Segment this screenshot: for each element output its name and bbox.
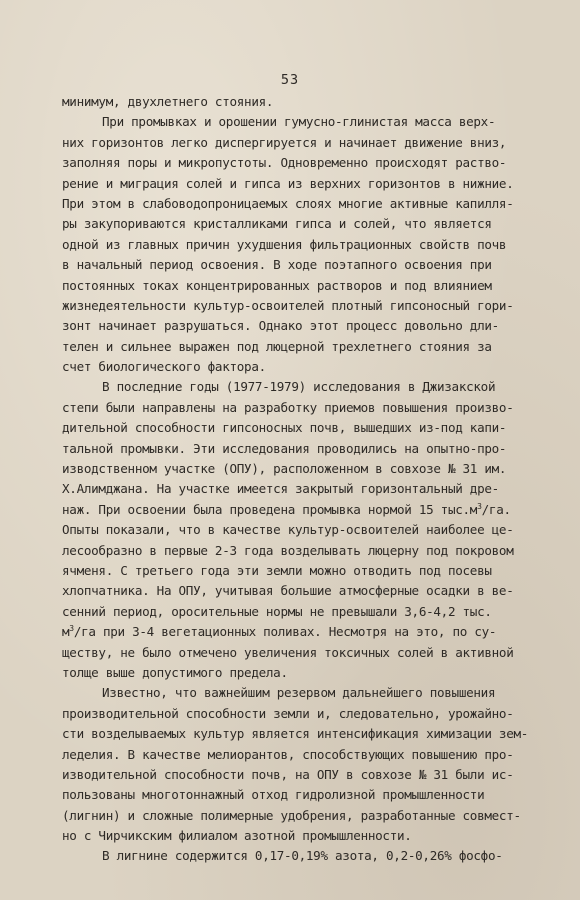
text-line [62,724,532,744]
text-line [62,112,532,132]
text-line-content: Х.Алимджана. На участке имеется закрытый горизонтальный дре- [62,481,499,497]
text-line-content: производительной способности земли и, следовательно, урожайно- [62,705,514,721]
text-line [62,683,532,703]
text-line-content: наж. При освоении была проведена промывка нормой 15 тыс.м [62,501,478,517]
text-line-content: ры закупориваются кристалликами гипса и солей, что является [62,216,492,232]
text-line [62,602,532,622]
superscript: 3 [69,624,74,634]
text-line-content: жизнедеятельности культур-освоителей плотный гипсоносный гори- [62,297,514,313]
text-line-content: постоянных токах концентрированных растворов и под влиянием [62,277,492,293]
text-line-content: При этом в слабоводопроницаемых слоях многие активные капилля- [62,195,514,211]
text-line-content: лесообразно в первые 2-3 года возделывать люцерну под покровом [62,542,514,558]
text-line-content: одной из главных причин ухудшения фильтрационных свойств почв [62,236,507,252]
text-line [62,663,532,683]
text-line [62,846,532,866]
text-line [62,520,532,540]
page-number: 53 [280,72,300,88]
text-line [62,316,532,336]
text-line-content: тальной промывки. Эти исследования проводились на опытно-про- [62,440,507,456]
text-line-content: Известно, что важнейшим резервом дальнейшего повышения [102,685,496,701]
text-line [62,765,532,785]
text-line [62,153,532,173]
text-line [62,214,532,234]
text-line [62,622,532,642]
text-line [62,418,532,438]
text-line-content: При промывках и орошении гумусно-глинистая масса верх- [102,114,496,130]
text-line [62,581,532,601]
text-line [62,439,532,459]
text-line-continuation: /га при 3-4 вегетационных поливах. Несмотря на это, по су- [73,624,497,640]
text-line [62,276,532,296]
text-line-content: заполняя поры и микропустоты. Одновременно происходят раство- [62,155,507,171]
text-line-content: счет биологического фактора. [62,359,266,375]
text-line-content: изводительной способности почв, на ОПУ в совхозе № 31 были ис- [62,766,514,782]
text-line-content: в начальный период освоения. В ходе поэтапного освоения при [62,257,492,273]
text-line [62,194,532,214]
text-line-content: рение и миграция солей и гипса из верхних горизонтов в нижние. [62,175,514,191]
text-line-content: м [62,624,70,640]
superscript: 3 [477,501,482,511]
text-line-content: изводственном участке (ОПУ), расположенном в совхозе № 31 им. [62,461,507,477]
text-line-content: телен и сильнее выражен под люцерной трехлетнего стояния за [62,338,492,354]
text-line-content: сти возделываемых культур является интенсификация химизации зем- [62,726,529,742]
text-line [62,479,532,499]
text-line-content: (лигнин) и сложные полимерные удобрения, разработанные совмест- [62,807,521,823]
text-line-content: ячменя. С третьего года эти земли можно отводить под посевы [62,562,492,578]
text-line [62,541,532,561]
text-line-content: но с Чирчикским филиалом азотной промышленности. [62,828,412,844]
text-line [62,92,532,112]
text-line-content: толще выше допустимого предела. [62,664,288,680]
text-line-content: В лигнине содержится 0,17-0,19% азота, 0,2-0,26% фосфо- [102,848,503,864]
text-line [62,255,532,275]
text-line [62,785,532,805]
text-line [62,745,532,765]
text-line [62,337,532,357]
text-line [62,500,532,520]
text-line-content: зонт начинает разрушаться. Однако этот процесс довольно дли- [62,318,499,334]
text-line [62,235,532,255]
text-line-content: степи были направлены на разработку приемов повышения произво- [62,399,514,415]
text-line [62,459,532,479]
text-line [62,296,532,316]
text-line-content: хлопчатника. На ОПУ, учитывая большие атмосферные осадки в ве- [62,583,514,599]
text-line [62,357,532,377]
text-line-content: леделия. В качестве мелиорантов, способствующих повышению про- [62,746,514,762]
body-text [62,92,532,867]
text-line-content: сенний период, оросительные нормы не превышали 3,6-4,2 тыс. [62,603,492,619]
text-line [62,643,532,663]
text-line [62,377,532,397]
text-line-content: ществу, не было отмечено увеличения токсичных солей в активной [62,644,514,660]
text-line [62,398,532,418]
text-line-content: минимум, двухлетнего стояния. [62,94,274,109]
text-line [62,806,532,826]
text-line [62,561,532,581]
text-line [62,826,532,846]
text-line [62,704,532,724]
text-line-content: дительной способности гипсоносных почв, вышедших из-под капи- [62,420,507,436]
text-line-content: В последние годы (1977-1979) исследования в Джизакской [102,379,496,395]
text-line [62,174,532,194]
text-line [62,133,532,153]
text-line-content: пользованы многотоннажный отход гидролизной промышленности [62,787,485,803]
text-line-content: Опыты показали, что в качестве культур-освоителей наиболее це- [62,522,514,538]
text-line-continuation: /га. [481,501,511,517]
text-line-content: них горизонтов легко диспергируется и начинает движение вниз, [62,134,507,150]
